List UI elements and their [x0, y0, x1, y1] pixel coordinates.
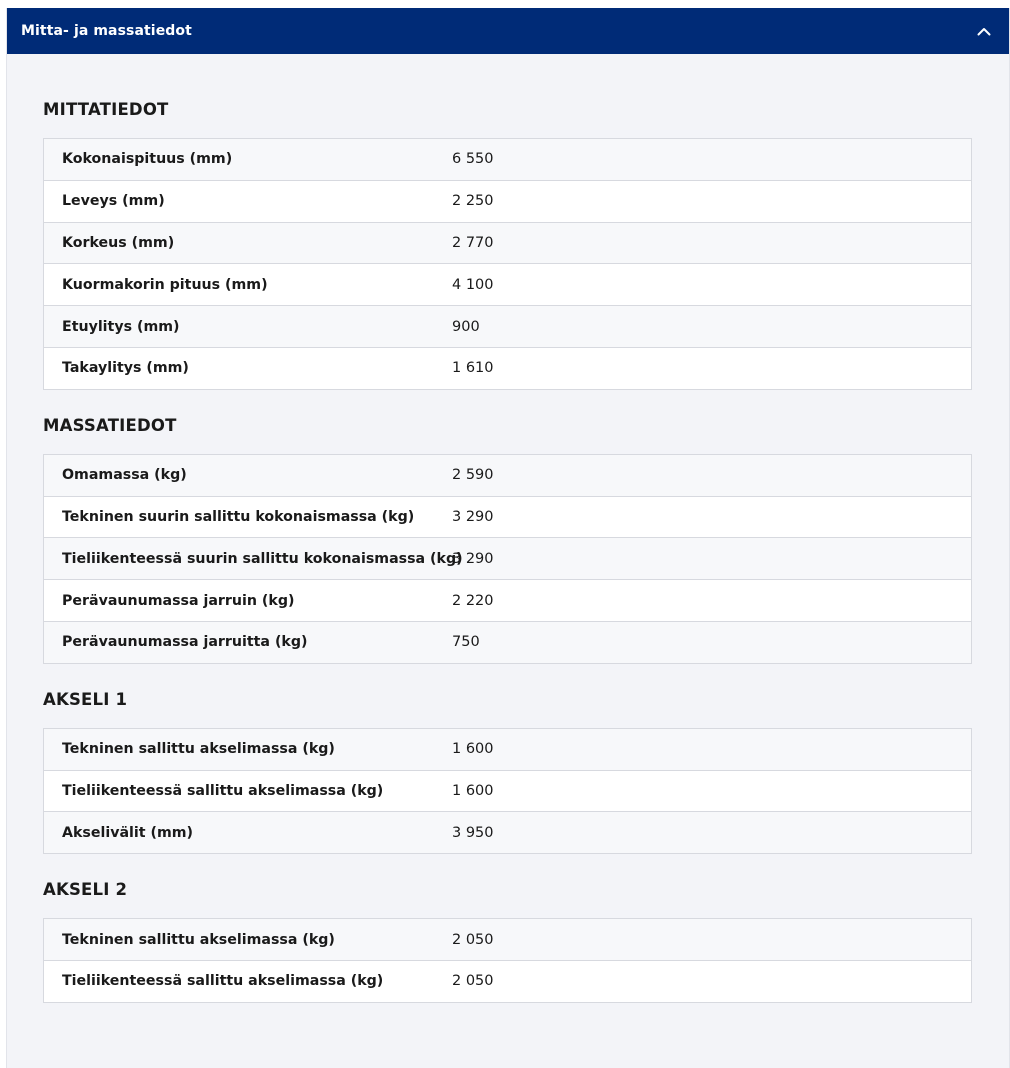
- row-value: 2 050: [452, 931, 494, 948]
- spec-table-mittatiedot: [43, 138, 972, 390]
- row-label: Kokonaispituus (mm): [62, 151, 233, 168]
- row-label: Etuylitys (mm): [44, 306, 449, 348]
- table-row: [44, 621, 972, 663]
- row-value: 3 290: [448, 496, 972, 538]
- chevron-up-icon[interactable]: [973, 20, 995, 42]
- spec-table-akseli-2: [43, 918, 972, 1003]
- row-label: Leveys (mm): [44, 180, 449, 222]
- table-row: [44, 919, 972, 961]
- table-row: [44, 960, 972, 1002]
- row-label: Tieliikenteessä sallittu akselimassa (kg): [44, 770, 449, 812]
- section-title-akseli-1: AKSELI 1: [43, 689, 128, 709]
- row-label: Tekninen sallittu akselimassa (kg): [62, 741, 335, 758]
- table-row: [44, 812, 972, 854]
- row-value: 1 600: [448, 770, 972, 812]
- row-value: 2 250: [448, 180, 972, 222]
- row-value: 900: [448, 306, 972, 348]
- row-label: Takaylitys (mm): [44, 347, 449, 389]
- row-value: 2 590: [452, 467, 494, 484]
- table-row: [44, 222, 972, 264]
- row-value: 2 050: [448, 960, 972, 1002]
- row-label: Perävaunumassa jarruitta (kg): [44, 621, 449, 663]
- table-row: [44, 538, 972, 580]
- accordion-body: [7, 54, 1009, 1003]
- row-label: Kuormakorin pituus (mm): [44, 264, 449, 306]
- row-value: 2 770: [448, 222, 972, 264]
- table-row: [44, 580, 972, 622]
- row-label: Korkeus (mm): [44, 222, 449, 264]
- table-row: [44, 770, 972, 812]
- row-value: 6 550: [452, 151, 494, 168]
- table-row: [44, 454, 972, 496]
- spec-table-akseli-1: [43, 728, 972, 854]
- row-value: 1 600: [452, 741, 494, 758]
- row-label: Akselivälit (mm): [44, 812, 449, 854]
- table-row: [44, 180, 972, 222]
- section-title-akseli-2: AKSELI 2: [43, 880, 128, 900]
- accordion-header[interactable]: [7, 8, 1009, 54]
- row-label: Omamassa (kg): [62, 467, 187, 484]
- row-label: Perävaunumassa jarruin (kg): [44, 580, 449, 622]
- row-value: 1 610: [448, 347, 972, 389]
- table-row: [44, 139, 972, 181]
- table-row: [44, 347, 972, 389]
- table-row: [44, 306, 972, 348]
- row-label: Tekninen sallittu akselimassa (kg): [62, 931, 335, 948]
- section-title-massatiedot: MASSATIEDOT: [43, 415, 177, 435]
- accordion-title: Mitta- ja massatiedot: [21, 23, 192, 39]
- row-label: Tieliikenteessä suurin sallittu kokonaismassa (kg): [44, 538, 449, 580]
- accordion-panel: [6, 8, 1010, 1068]
- table-row: [44, 264, 972, 306]
- table-row: [44, 728, 972, 770]
- row-value: 3 290: [448, 538, 972, 580]
- section-title-mittatiedot: MITTATIEDOT: [43, 100, 169, 119]
- row-value: 2 220: [448, 580, 972, 622]
- row-value: 4 100: [448, 264, 972, 306]
- table-row: [44, 496, 972, 538]
- row-label: Tieliikenteessä sallittu akselimassa (kg): [44, 960, 449, 1002]
- row-value: 3 950: [448, 812, 972, 854]
- row-label: Tekninen suurin sallittu kokonaismassa (kg): [44, 496, 449, 538]
- row-value: 750: [448, 621, 972, 663]
- spec-table-massatiedot: [43, 454, 972, 664]
